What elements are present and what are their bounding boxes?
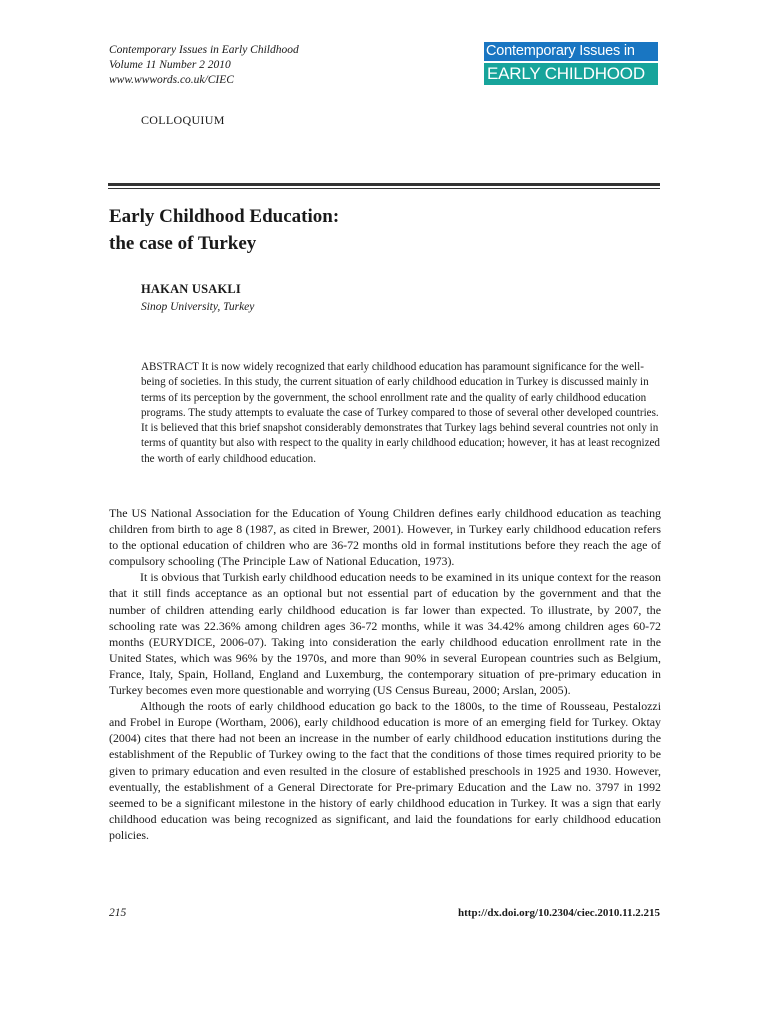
- logo-line-top: Contemporary Issues in: [484, 42, 658, 61]
- body-paragraph: Although the roots of early childhood education go back to the 1800s, to the time of Rousseau, Pestalozzi and Frobel in Europe (Wortham, 2006), early childhood education is more of an emerging field for Turkey. Oktay (2004) cites that there had not been an increase in the number of early childhood education institutions during the establishment of the Republic of Turkey owing to the fact that the conditions of those times required priority to be given to primary education and even resulted in the closure of established preschools in 1925 and 1930. However, eventually, the establishment of a General Directorate for Pre-primary Education and the Law no. 3797 in 1992 seemed to be a significant milestone in the history of early childhood education in Turkey. It was a sign that early childhood education was being recognized as significant, and laid the foundations for early childhood education policies.: [109, 699, 661, 842]
- body-text: [109, 505, 661, 843]
- page-number: 215: [109, 907, 127, 919]
- doi-link[interactable]: http://dx.doi.org/10.2304/ciec.2010.11.2.215: [458, 907, 660, 919]
- journal-website: www.wwwords.co.uk/CIEC: [109, 74, 234, 86]
- section-label: COLLOQUIUM: [141, 113, 225, 127]
- title-rule-thick: [108, 183, 660, 186]
- body-paragraph: It is obvious that Turkish early childhood education needs to be examined in its unique context for the reason that it still finds acceptance as an optional but not essential part of education by the government and that the number of children attending early childhood education is far lower than expected. To illustrate, by 2007, the schooling rate was 22.36% among children ages 36-72 months, while it was 34.42% among children ages 60-72 months (EURYDICE, 2006-07). Taking into consideration the early childhood education enrollment rate in the United States, which was 96% by the 1970s, and more than 90% in several European countries such as Belgium, France, Italy, Spain, Holland, England and Luxemburg, the contemporary situation of pre-primary education in Turkey becomes even more questionable and worrying (US Census Bureau, 2000; Arslan, 2005).: [109, 570, 661, 698]
- article-title-line-2: the case of Turkey: [109, 233, 257, 254]
- journal-volume: Volume 11 Number 2 2010: [109, 59, 231, 71]
- journal-header: [109, 43, 299, 88]
- article-title: [109, 203, 339, 257]
- journal-name: Contemporary Issues in Early Childhood: [109, 44, 299, 56]
- logo-line-bottom: EARLY CHILDHOOD: [484, 63, 658, 85]
- author-affiliation: Sinop University, Turkey: [141, 301, 255, 313]
- article-title-line-1: Early Childhood Education:: [109, 206, 340, 227]
- author-name: HAKAN USAKLI: [141, 282, 241, 296]
- title-rule-thin: [108, 188, 660, 189]
- body-paragraph: The US National Association for the Education of Young Children defines early childhood education as teaching children from birth to age 8 (1987, as cited in Brewer, 2001). However, in Turkey early childhood education refers to the optional education of children who are 36-72 months old in formal institutions before they reach the age of compulsory schooling (The Principle Law of National Education, 1973).: [109, 506, 661, 569]
- abstract-text: ABSTRACT It is now widely recognized that early childhood education has paramount significance for the well-being of societies. In this study, the current situation of early childhood education in Turkey is discussed mainly in terms of its perception by the government, the school enrollment rate and the quality of early childhood education programs. The study attempts to evaluate the case of Turkey compared to those of several other developed countries. It is believed that this brief snapshot considerably demonstrates that Turkey lags behind several countries not only in terms of quantity but also with respect to the quality in early childhood education; however, it has at least recognized the worth of early childhood education.: [141, 361, 660, 465]
- abstract: [141, 360, 661, 467]
- journal-logo: [484, 42, 658, 85]
